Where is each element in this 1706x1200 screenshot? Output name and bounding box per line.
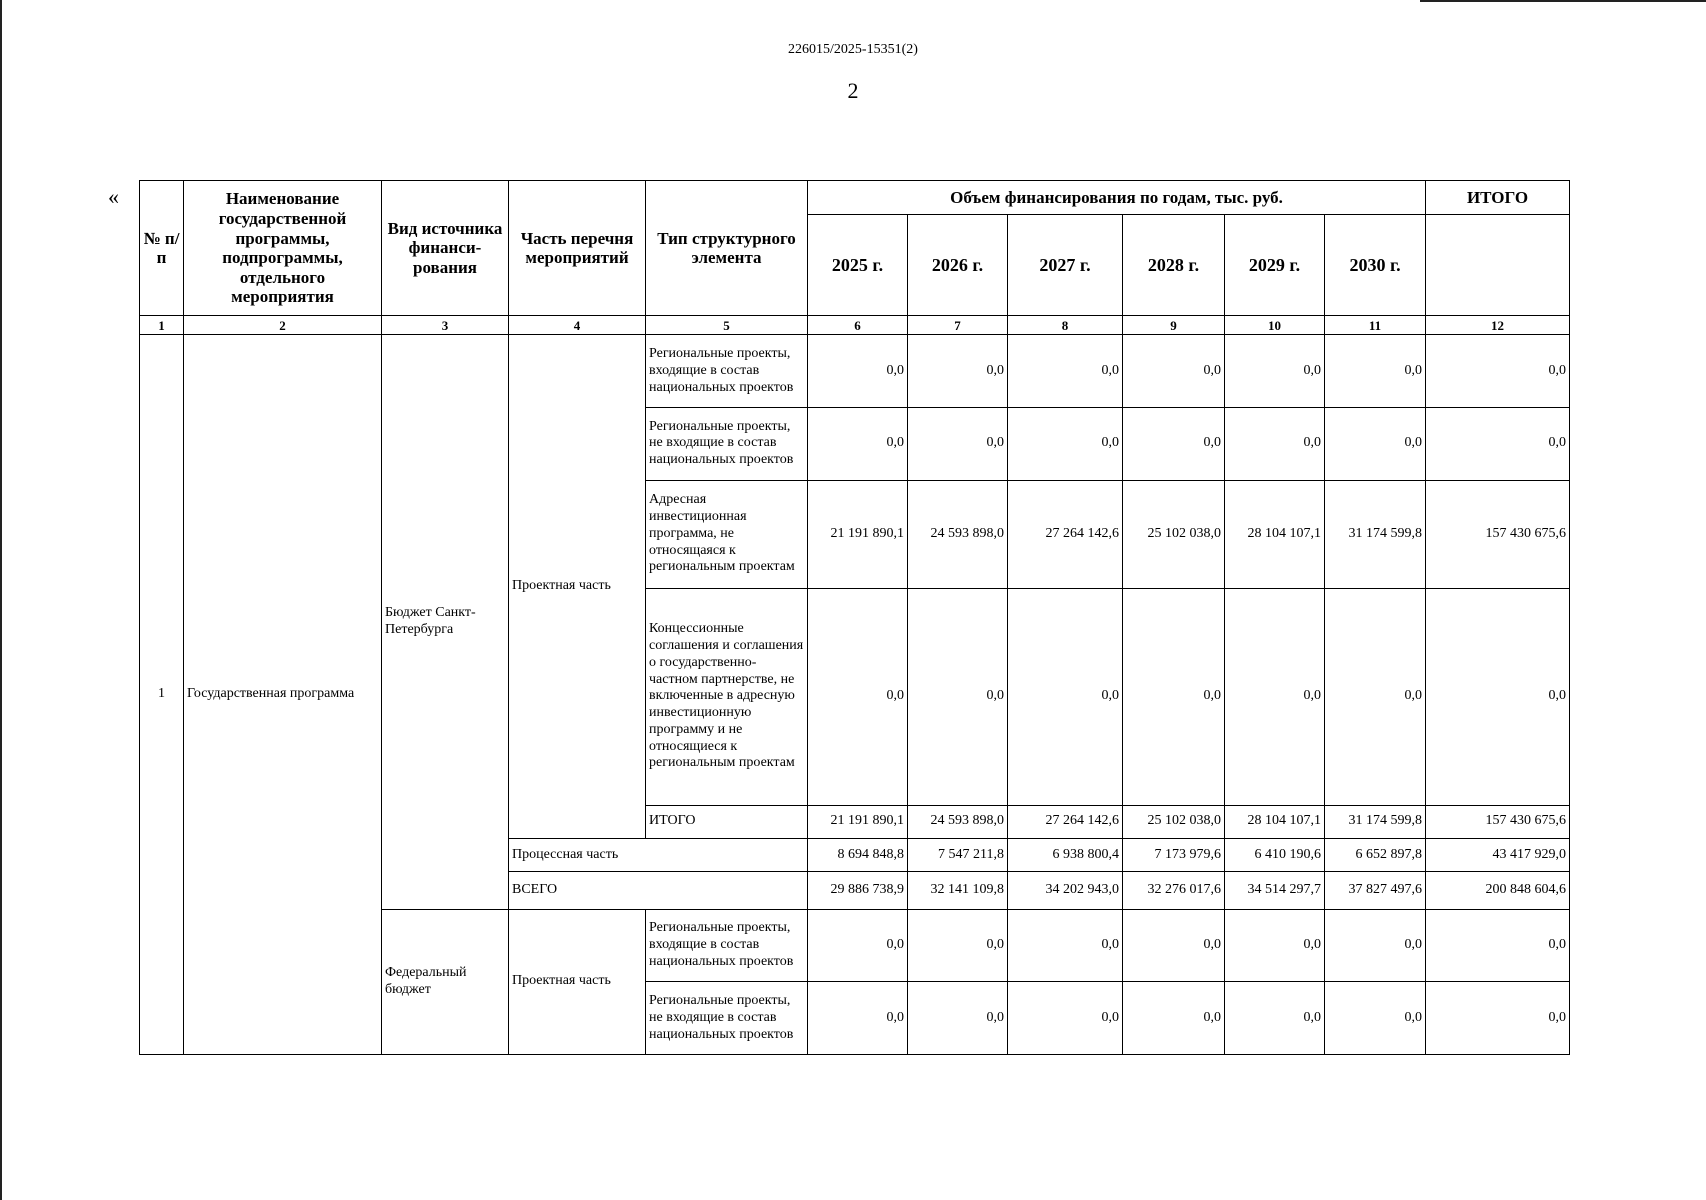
value-cell: 37 827 497,6 xyxy=(1325,872,1426,909)
value-cell: 7 173 979,6 xyxy=(1123,838,1225,871)
colnum-7: 7 xyxy=(908,316,1008,335)
value-cell: 0,0 xyxy=(808,588,908,805)
value-cell: 0,0 xyxy=(1008,408,1123,481)
value-cell: 0,0 xyxy=(908,335,1008,408)
value-cell: 0,0 xyxy=(808,909,908,982)
value-cell: 28 104 107,1 xyxy=(1225,480,1325,588)
value-cell: 29 886 738,9 xyxy=(808,872,908,909)
value-cell: 0,0 xyxy=(1225,408,1325,481)
program-name: Государственная программа xyxy=(184,335,382,1055)
type-cell: Концессионные соглашения и соглашения о государственно-частном партнерстве, не включенные в адресную инвестиционную программу и не относящиеся к региональным проектам xyxy=(646,588,808,805)
value-cell: 0,0 xyxy=(1225,335,1325,408)
type-cell: Региональные проекты, не входящие в состав национальных проектов xyxy=(646,408,808,481)
value-cell: 0,0 xyxy=(1325,909,1426,982)
row-number: 1 xyxy=(140,335,184,1055)
colnum-12: 12 xyxy=(1426,316,1570,335)
part-project-federal: Проектная часть xyxy=(509,909,646,1054)
value-cell: 28 104 107,1 xyxy=(1225,805,1325,838)
total-label: ВСЕГО xyxy=(509,872,808,909)
value-cell: 0,0 xyxy=(1426,588,1570,805)
value-cell: 0,0 xyxy=(1225,909,1325,982)
colnum-5: 5 xyxy=(646,316,808,335)
value-cell: 0,0 xyxy=(1325,588,1426,805)
value-cell: 0,0 xyxy=(1325,982,1426,1055)
header-row-1 xyxy=(140,181,1570,215)
value-cell: 0,0 xyxy=(1325,408,1426,481)
value-cell: 32 276 017,6 xyxy=(1123,872,1225,909)
value-cell: 0,0 xyxy=(808,982,908,1055)
value-cell: 0,0 xyxy=(908,909,1008,982)
document-number: 226015/2025-15351(2) xyxy=(788,42,918,57)
value-cell: 0,0 xyxy=(908,982,1008,1055)
value-cell: 0,0 xyxy=(1123,408,1225,481)
value-cell: 0,0 xyxy=(808,408,908,481)
colnum-8: 8 xyxy=(1008,316,1123,335)
value-cell: 25 102 038,0 xyxy=(1123,480,1225,588)
header-year-2027: 2027 г. xyxy=(1008,215,1123,316)
value-cell: 200 848 604,6 xyxy=(1426,872,1570,909)
value-cell: 0,0 xyxy=(1426,982,1570,1055)
value-cell: 0,0 xyxy=(1008,335,1123,408)
value-cell: 0,0 xyxy=(1123,982,1225,1055)
value-cell: 157 430 675,6 xyxy=(1426,805,1570,838)
header-total: ИТОГО xyxy=(1426,181,1570,215)
column-numbers-row xyxy=(140,316,1570,335)
header-year-2028: 2028 г. xyxy=(1123,215,1225,316)
value-cell: 25 102 038,0 xyxy=(1123,805,1225,838)
value-cell: 0,0 xyxy=(808,335,908,408)
header-num: № п/п xyxy=(140,181,184,316)
colnum-10: 10 xyxy=(1225,316,1325,335)
value-cell: 6 410 190,6 xyxy=(1225,838,1325,871)
value-cell: 0,0 xyxy=(1426,408,1570,481)
value-cell: 0,0 xyxy=(1008,909,1123,982)
header-total-empty xyxy=(1426,215,1570,316)
value-cell: 0,0 xyxy=(1225,982,1325,1055)
value-cell: 21 191 890,1 xyxy=(808,480,908,588)
financing-table xyxy=(139,180,1570,1055)
colnum-4: 4 xyxy=(509,316,646,335)
part-project-spb: Проектная часть xyxy=(509,335,646,839)
colnum-3: 3 xyxy=(382,316,509,335)
value-cell: 31 174 599,8 xyxy=(1325,805,1426,838)
type-cell: Региональные проекты, входящие в состав национальных проектов xyxy=(646,335,808,408)
header-year-2025: 2025 г. xyxy=(808,215,908,316)
colnum-2: 2 xyxy=(184,316,382,335)
header-year-2030: 2030 г. xyxy=(1325,215,1426,316)
value-cell: 24 593 898,0 xyxy=(908,805,1008,838)
header-type: Тип структурного элемента xyxy=(646,181,808,316)
value-cell: 0,0 xyxy=(1008,588,1123,805)
scan-left-edge xyxy=(0,0,2,1200)
value-cell: 0,0 xyxy=(908,408,1008,481)
value-cell: 24 593 898,0 xyxy=(908,480,1008,588)
type-cell-itogo: ИТОГО xyxy=(646,805,808,838)
header-part: Часть перечня мероприятий xyxy=(509,181,646,316)
value-cell: 0,0 xyxy=(1426,335,1570,408)
type-cell: Адресная инвестиционная программа, не относящаяся к региональным проектам xyxy=(646,480,808,588)
value-cell: 157 430 675,6 xyxy=(1426,480,1570,588)
value-cell: 32 141 109,8 xyxy=(908,872,1008,909)
value-cell: 27 264 142,6 xyxy=(1008,480,1123,588)
value-cell: 34 514 297,7 xyxy=(1225,872,1325,909)
type-cell: Региональные проекты, входящие в состав национальных проектов xyxy=(646,909,808,982)
value-cell: 0,0 xyxy=(1426,909,1570,982)
value-cell: 0,0 xyxy=(1123,335,1225,408)
header-source: Вид источника финанси-рования xyxy=(382,181,509,316)
opening-quote: « xyxy=(108,184,119,209)
value-cell: 7 547 211,8 xyxy=(908,838,1008,871)
page-number: 2 xyxy=(847,78,859,103)
colnum-1: 1 xyxy=(140,316,184,335)
header-year-2029: 2029 г. xyxy=(1225,215,1325,316)
process-part-label: Процессная часть xyxy=(509,838,808,871)
value-cell: 8 694 848,8 xyxy=(808,838,908,871)
value-cell: 0,0 xyxy=(1225,588,1325,805)
value-cell: 0,0 xyxy=(1008,982,1123,1055)
value-cell: 27 264 142,6 xyxy=(1008,805,1123,838)
value-cell: 0,0 xyxy=(908,588,1008,805)
table-row xyxy=(140,335,1570,408)
value-cell: 6 938 800,4 xyxy=(1008,838,1123,871)
colnum-11: 11 xyxy=(1325,316,1426,335)
value-cell: 0,0 xyxy=(1123,588,1225,805)
value-cell: 0,0 xyxy=(1123,909,1225,982)
colnum-6: 6 xyxy=(808,316,908,335)
header-volume: Объем финансирования по годам, тыс. руб. xyxy=(808,181,1426,215)
scan-top-edge xyxy=(1420,0,1706,2)
value-cell: 6 652 897,8 xyxy=(1325,838,1426,871)
colnum-9: 9 xyxy=(1123,316,1225,335)
source-spb: Бюджет Санкт-Петербурга xyxy=(382,335,509,909)
type-cell: Региональные проекты, не входящие в состав национальных проектов xyxy=(646,982,808,1055)
value-cell: 31 174 599,8 xyxy=(1325,480,1426,588)
value-cell: 21 191 890,1 xyxy=(808,805,908,838)
header-year-2026: 2026 г. xyxy=(908,215,1008,316)
header-name: Наименование государственной программы, подпрограммы, отдельного мероприятия xyxy=(184,181,382,316)
value-cell: 43 417 929,0 xyxy=(1426,838,1570,871)
value-cell: 0,0 xyxy=(1325,335,1426,408)
value-cell: 34 202 943,0 xyxy=(1008,872,1123,909)
source-federal: Федеральный бюджет xyxy=(382,909,509,1054)
